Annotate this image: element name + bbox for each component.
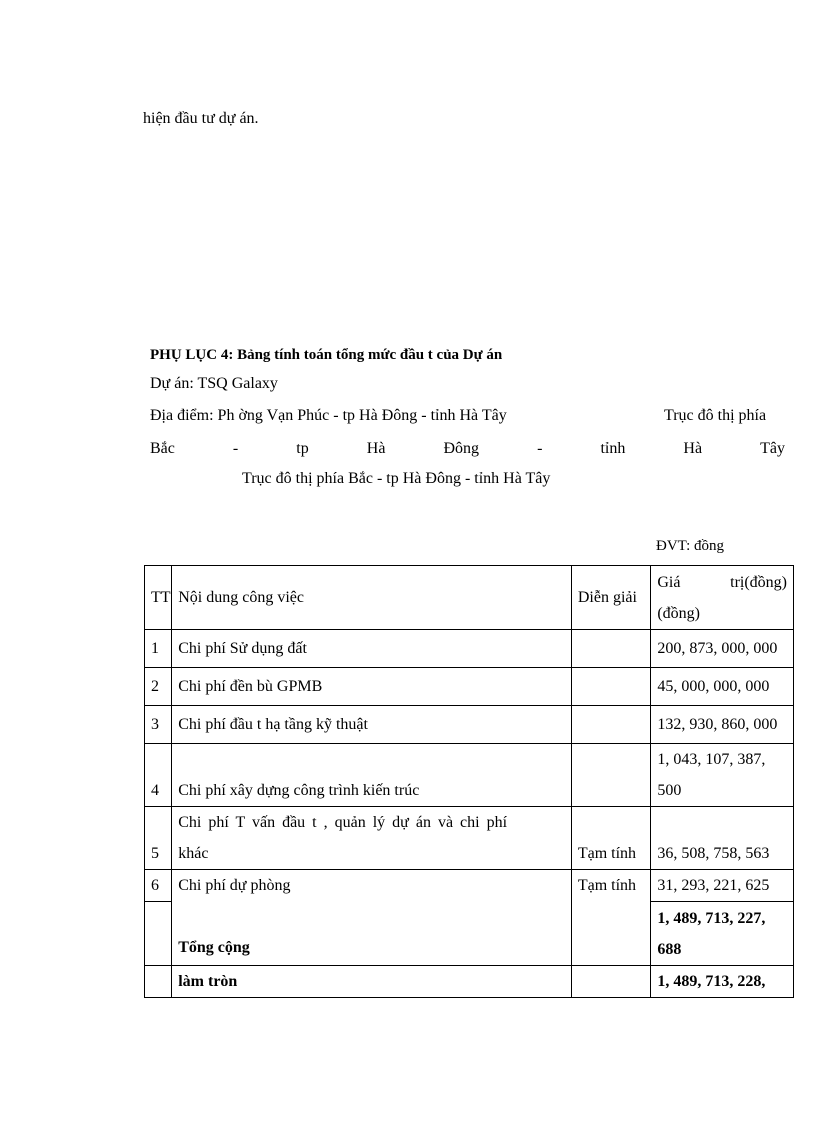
row-noi-dung-line2: khác [178, 845, 209, 862]
table-row [145, 706, 794, 744]
row-gia-tri: 31, 293, 221, 625 [651, 870, 794, 902]
word: Tây [760, 440, 785, 457]
table-row [145, 744, 794, 807]
project-name: Dự án: TSQ Galaxy [150, 375, 278, 392]
header-gia-tri-b: trị(đồng) [730, 573, 787, 591]
table-row [145, 870, 794, 902]
rounded-value: 1, 489, 713, 228, [651, 966, 794, 998]
header-tt: TT [145, 566, 172, 630]
word: Hà [683, 440, 703, 457]
rounded-dien-giai [571, 966, 650, 998]
cost-table [144, 565, 794, 998]
row-gia-tri-line1: 1, 043, 107, 387, [657, 751, 766, 768]
row-noi-dung: Chi phí xây dựng công trình kiến trúc [172, 744, 572, 807]
unit-label: ĐVT: đồng [656, 538, 724, 554]
row-gia-tri [651, 744, 794, 807]
word: tp [296, 440, 309, 457]
word: Bắc [150, 440, 175, 457]
appendix-title: PHỤ LỤC 4: Bảng tính toán tổng mức đầu t của Dự án [150, 347, 503, 363]
row-tt: 5 [145, 807, 172, 870]
rounded-row [145, 966, 794, 998]
row-tt: 4 [145, 744, 172, 807]
row-tt: 2 [145, 668, 172, 706]
intro-text: hiện đầu tư dự án. [143, 110, 259, 127]
row-noi-dung: Chi phí đầu t hạ tầng kỹ thuật [172, 706, 572, 744]
row-gia-tri: 45, 000, 000, 000 [651, 668, 794, 706]
row-noi-dung: Chi phí Sử dụng đất [172, 630, 572, 668]
row-tt: 3 [145, 706, 172, 744]
word: Hà [366, 440, 386, 457]
row-noi-dung: Chi phí đền bù GPMB [172, 668, 572, 706]
rounded-label: làm tròn [172, 966, 572, 998]
row-gia-tri: 200, 873, 000, 000 [651, 630, 794, 668]
row-gia-tri: 36, 508, 758, 563 [651, 807, 794, 870]
total-tt [145, 902, 172, 966]
row-dien-giai [571, 630, 650, 668]
row-noi-dung [172, 870, 572, 966]
row-noi-dung [172, 807, 572, 870]
header-gia-tri-line1 [657, 567, 787, 598]
header-gia-tri-a: Giá [657, 573, 681, 591]
table-row [145, 630, 794, 668]
row-dien-giai [571, 744, 650, 807]
row-dien-giai [571, 668, 650, 706]
total-value [651, 902, 794, 966]
row-dien-giai [571, 706, 650, 744]
rounded-tt [145, 966, 172, 998]
total-value-line1: 1, 489, 713, 227, [657, 909, 766, 927]
row-dien-giai: Tạm tính [571, 807, 650, 870]
header-noi-dung: Nội dung công việc [172, 566, 572, 630]
row-noi-dung-line1: Chi phí dự phòng [178, 877, 291, 894]
word: - [232, 440, 239, 457]
word: - [537, 440, 543, 457]
table-row [145, 668, 794, 706]
header-dien-giai: Diễn giải [571, 566, 650, 630]
row-gia-tri-line2: 500 [657, 782, 682, 799]
project-location: Địa điểm: Ph ờng Vạn Phúc - tp Hà Đông - tỉnh Hà Tây [150, 407, 507, 424]
header-gia-tri-line2: (đồng) [657, 604, 700, 622]
table-header-row [145, 566, 794, 630]
location-right: Trục đô thị phía [664, 407, 767, 424]
total-value-line2: 688 [657, 940, 682, 958]
row-noi-dung-line1: Chi phí T vấn đầu t , quản lý dự án và chi phí [178, 814, 508, 831]
word: tỉnh [600, 440, 626, 457]
word: Đông [443, 440, 480, 457]
row-dien-giai: Tạm tính [571, 870, 650, 966]
row-tt: 1 [145, 630, 172, 668]
total-label: Tổng cộng [178, 939, 250, 956]
location-line-3: Trục đô thị phía Bắc - tp Hà Đông - tỉnh Hà Tây [242, 470, 551, 487]
row-gia-tri: 132, 930, 860, 000 [651, 706, 794, 744]
header-gia-tri [651, 566, 794, 630]
location-line-2 [150, 440, 785, 458]
row-tt: 6 [145, 870, 172, 902]
table-row [145, 807, 794, 870]
